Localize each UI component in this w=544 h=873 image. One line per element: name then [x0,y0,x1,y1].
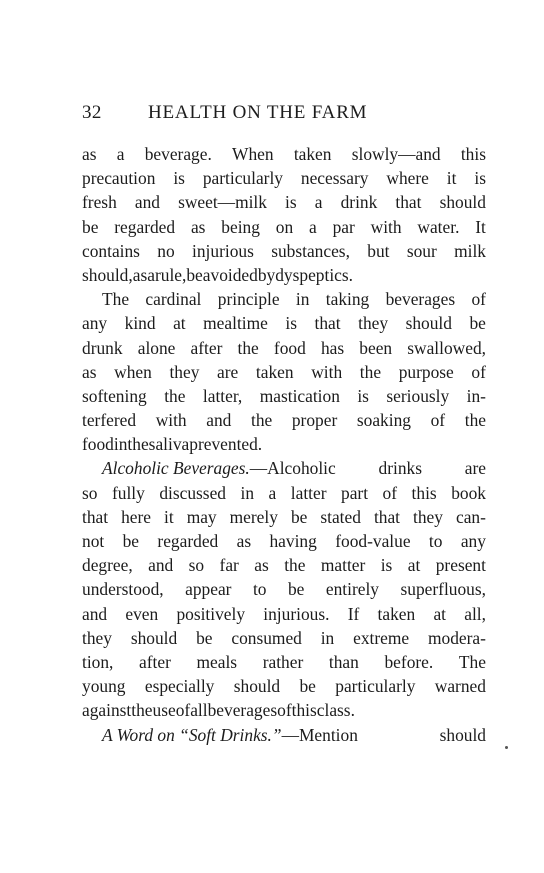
word: with [370,216,402,237]
word: all [190,700,208,721]
text-line [82,432,486,456]
word: so [82,482,98,503]
word: terfered [82,410,137,431]
word: latter [290,482,327,503]
text-line [82,311,486,335]
text-line [82,481,486,505]
word: be [196,627,213,648]
word: prevented. [189,434,263,455]
word: they [169,361,200,382]
text-line [82,336,486,360]
word: any [460,531,486,551]
word: beverage. [144,144,212,164]
word: particularly [202,168,283,189]
word: The [102,289,130,310]
word: a [309,216,317,237]
text-line [82,723,486,747]
word: at [433,603,446,624]
word: the [164,385,186,406]
word: merely [229,506,278,527]
word: mastication [259,385,340,406]
word: food [273,337,306,358]
word: young [82,676,126,697]
word: food [82,434,114,455]
word: is [285,192,297,213]
word: fully [111,482,145,503]
word: a [314,192,323,213]
word: sweet—milk [178,192,267,213]
word: milk [454,240,486,261]
word: mealtime [203,313,268,334]
word: sour [406,240,437,261]
word: they [413,506,443,527]
word: the [250,410,273,431]
word: they [82,627,112,648]
word: and [206,410,232,431]
text-line [82,360,486,384]
word: the [359,361,382,382]
text-line [82,650,486,674]
word: degree, [82,555,133,576]
word: is [357,385,369,406]
word: be [299,676,316,697]
word: of [430,410,446,431]
word: as [190,216,206,237]
word: purpose [398,361,454,382]
text-line [82,626,486,650]
word: as [82,361,97,382]
word: with [311,361,343,382]
word: modera- [427,627,486,648]
word: where [386,168,429,189]
word: extreme [353,627,410,648]
word: beverages [385,289,456,310]
body-text [82,142,486,747]
word: after [139,651,171,672]
word: to [252,579,267,600]
word: is [173,168,185,189]
word: on [275,216,294,237]
word: be [287,579,305,600]
word: should [130,627,178,648]
text-line [82,287,486,311]
word: principle [217,289,280,310]
word: understood, [82,579,164,600]
text-line [82,602,486,626]
word: contains [82,240,140,261]
word: this [291,700,317,721]
word: be [469,313,486,334]
word: proper [291,410,338,431]
word: of [175,700,191,721]
word: softening [82,385,147,406]
text-line [82,190,486,214]
word: necessary [300,168,369,189]
word: should, [82,264,133,285]
word: of [277,700,292,721]
text-line [82,384,486,408]
word: warned [434,676,486,697]
word: to [428,531,443,551]
word: in [295,289,310,310]
word: especially [144,676,215,697]
word: class. [316,700,355,721]
word: appear [185,579,232,600]
word: be [122,531,140,551]
word: regarded [157,531,219,551]
text-line [82,529,486,553]
word: tion, [82,651,114,672]
word: rule, [154,264,187,285]
word: stated [320,506,361,527]
word: are [217,361,239,382]
word: as [82,144,97,164]
word: injurious [192,240,254,261]
word: has [320,337,345,358]
word: here [121,506,152,527]
word: as [254,555,269,576]
word: is [380,555,393,576]
word: are [464,458,486,479]
word: even [125,603,159,624]
word: be [82,216,99,237]
text-line [82,553,486,577]
word: be [290,506,308,527]
word: taken [377,603,416,624]
word: of [471,289,486,310]
word: saliva [148,434,190,455]
word: beverages [207,700,278,721]
word: —Mention [281,724,358,745]
word: that [82,506,109,527]
word: regarded [114,216,176,237]
word: in- [466,385,486,406]
word: having [269,531,317,551]
word: that [395,192,422,213]
section-heading: Alcoholic Beverages. [102,458,250,479]
running-header [82,102,486,128]
word: drinks [378,458,422,479]
word: When [232,144,274,164]
word: at [407,555,421,576]
word: the [464,410,486,431]
word: of [471,361,486,382]
text-line [82,698,486,722]
word: this [460,144,486,164]
word: —Alcoholic [249,458,336,479]
stray-mark [505,746,508,749]
word: the [127,434,149,455]
word: being [221,216,260,237]
text-line [82,505,486,529]
word: and [148,555,174,576]
word: is [474,168,486,189]
word: seriously [386,385,450,406]
word: part [341,482,369,503]
text-line [82,215,486,239]
word: no [157,240,175,261]
word: entirely [325,579,379,600]
word: swallowed, [407,337,486,358]
word: not [82,531,105,551]
word: with [155,410,187,431]
word: should [439,724,486,745]
word: it [446,168,457,189]
word: soaking [356,410,411,431]
word: kind [124,313,156,334]
text-line [82,142,486,166]
word: It [475,216,486,237]
word: book [451,482,486,503]
word: cardinal [145,289,202,310]
word: drunk [82,337,123,358]
word: a [116,144,125,164]
text-line [82,239,486,263]
word: the [131,700,153,721]
word: par [332,216,355,237]
word: discussed [159,482,226,503]
book-page [82,102,486,747]
word: so [188,555,205,576]
word: but [367,240,390,261]
word: taking [325,289,370,310]
running-title: HEALTH ON THE FARM [148,102,368,123]
word: be [186,264,203,285]
word: at [173,313,186,334]
word: The [458,651,486,672]
word: may [186,506,217,527]
word: they [358,313,389,334]
word: against [82,700,132,721]
word: in [240,482,255,503]
word: use [152,700,176,721]
word: matter [320,555,366,576]
word: particularly [335,676,416,697]
text-line [82,577,486,601]
text-line [82,166,486,190]
word: in [113,434,128,455]
text-line [82,263,486,287]
page-number: 32 [82,102,102,123]
word: meals [196,651,238,672]
word: as [236,531,252,551]
word: that [373,506,401,527]
word: been [359,337,393,358]
word: should [405,313,452,334]
word: when [114,361,152,382]
text-line [82,408,486,432]
word: that [314,313,341,334]
heading-group [102,456,336,480]
word: avoided [202,264,258,285]
word: far [219,555,239,576]
word: after [190,337,223,358]
text-line [82,674,486,698]
word: If [347,603,360,624]
word: water. [417,216,460,237]
word: substances, [271,240,350,261]
word: the [237,337,259,358]
word: superfluous, [400,579,486,600]
word: consumed [231,627,302,648]
word: it [164,506,174,527]
word: alone [137,337,176,358]
word: and [134,192,160,213]
word: drink [340,192,378,213]
word: any [82,313,108,334]
word: this [411,482,437,503]
word: a [268,482,277,503]
section-heading: A Word on “Soft Drinks.” [102,724,282,745]
word: is [285,313,297,334]
word: can- [455,506,486,527]
word: the [284,555,306,576]
word: taken [293,144,332,164]
word: food-value [335,531,411,551]
word: should [439,192,486,213]
word: taken [255,361,294,382]
word: slowly—and [351,144,441,164]
word: and [82,603,108,624]
word: should [233,676,281,697]
text-line [82,456,486,480]
word: positively [176,603,246,624]
word: latter, [202,385,243,406]
word: fresh [82,192,117,213]
word: precaution [82,168,156,189]
word: than [328,651,359,672]
word: dyspeptics. [275,264,353,285]
word: injurious. [263,603,330,624]
word: before. [384,651,434,672]
heading-group [102,723,358,747]
word: rather [262,651,304,672]
word: a [147,264,155,285]
word: of [382,482,398,503]
word: in [320,627,335,648]
word: present [435,555,486,576]
word: by [257,264,276,285]
word: as [132,264,148,285]
word: all, [464,603,486,624]
